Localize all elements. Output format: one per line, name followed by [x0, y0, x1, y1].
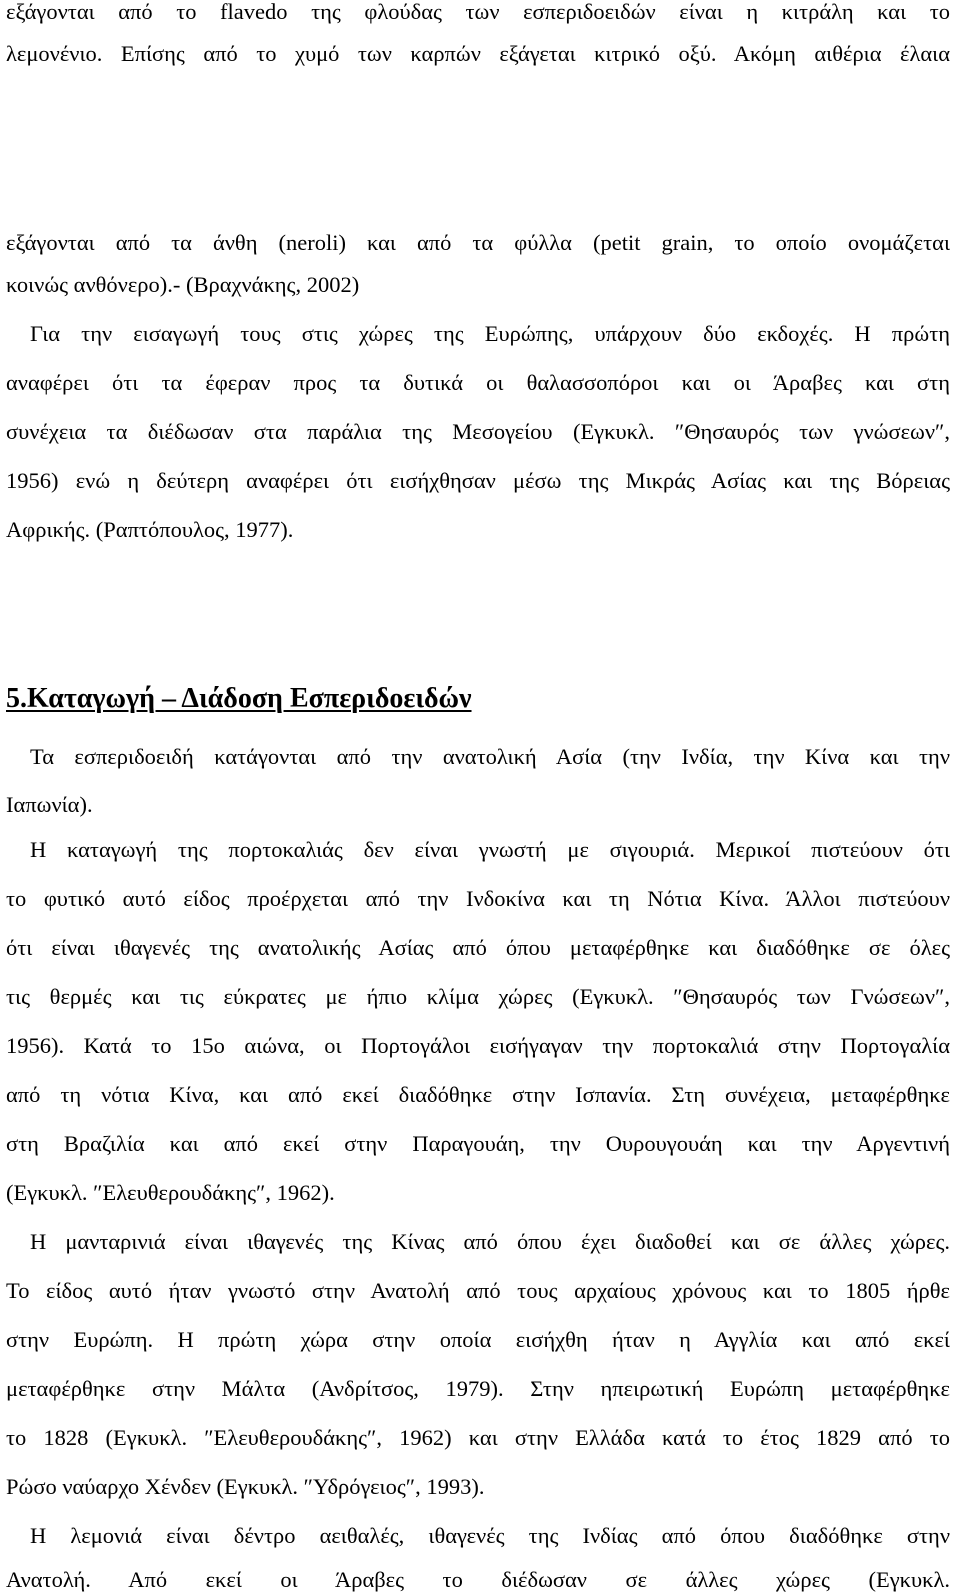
- text-line: αναφέρει ότι τα έφεραν προς τα δυτικά οι θαλασσοπόροι και οι Άραβες και στη: [6, 370, 950, 395]
- section-heading: [6, 682, 472, 716]
- text-line: Ρώσο ναύαρχο Χένδεν (Εγκυκλ. ″Υδρόγειος″, 1993).: [6, 1474, 485, 1499]
- text-line: λεμονένιο. Επίσης από το χυμό των καρπών εξάγεται κιτρικό οξύ. Ακόμη αιθέρια έλαια: [6, 41, 950, 66]
- text-line: Αφρικής. (Ραπτόπουλος, 1977).: [6, 517, 294, 542]
- text-line: Το είδος αυτό ήταν γνωστό στην Ανατολή από τους αρχαίους χρόνους και το 1805 ήρθε: [6, 1278, 950, 1303]
- text-line: από τη νότια Κίνα, και από εκεί διαδόθηκε στην Ισπανία. Στη συνέχεια, μεταφέρθηκε: [6, 1082, 950, 1107]
- text-line: εξάγονται από το flavedo της φλούδας των εσπεριδοειδών είναι η κιτράλη και το: [6, 0, 950, 24]
- text-line: 1956). Κατά το 15ο αιώνα, οι Πορτογάλοι εισήγαγαν την πορτοκαλιά στην Πορτογαλία: [6, 1033, 950, 1058]
- text-line: το φυτικό αυτό είδος προέρχεται από την Ινδοκίνα και τη Νότια Κίνα. Άλλοι πιστεύουν: [6, 886, 950, 911]
- text-line: τις θερμές και τις εύκρατες με ήπιο κλίμα χώρες (Εγκυκλ. ″Θησαυρός των Γνώσεων″,: [6, 984, 950, 1009]
- text-line: στην Ευρώπη. Η πρώτη χώρα στην οποία εισήχθη ήταν η Αγγλία και από εκεί: [6, 1327, 950, 1352]
- text-line: Για την εισαγωγή τους στις χώρες της Ευρώπης, υπάρχουν δύο εκδοχές. Η πρώτη: [30, 321, 950, 346]
- text-line: κοινώς ανθόνερο).- (Βραχνάκης, 2002): [6, 272, 360, 297]
- text-line: συνέχεια τα διέδωσαν στα παράλια της Μεσογείου (Εγκυκλ. ″Θησαυρός των γνώσεων″,: [6, 419, 950, 444]
- text-line: Ανατολή. Από εκεί οι Άραβες το διέδωσαν σε άλλες χώρες (Εγκυκλ.: [6, 1567, 950, 1592]
- text-line: Τα εσπεριδοειδή κατάγονται από την ανατολική Ασία (την Ινδία, την Κίνα και την: [30, 744, 950, 769]
- section-heading-text: 5.Καταγωγή – Διάδοση Εσπεριδοειδών: [6, 683, 472, 714]
- text-line: Η λεμονιά είναι δέντρο αειθαλές, ιθαγενές της Ινδίας από όπου διαδόθηκε στην: [30, 1523, 950, 1548]
- text-line: στη Βραζιλία και από εκεί στην Παραγουάη, την Ουρουγουάη και την Αργεντινή: [6, 1131, 950, 1156]
- text-line: 1956) ενώ η δεύτερη αναφέρει ότι εισήχθησαν μέσω της Μικράς Ασίας και της Βόρειας: [6, 468, 950, 493]
- text-line: ότι είναι ιθαγενές της ανατολικής Ασίας από όπου μεταφέρθηκε και διαδόθηκε σε όλες: [6, 935, 950, 960]
- text-line: Ιαπωνία).: [6, 792, 93, 817]
- text-line: το 1828 (Εγκυκλ. ″Ελευθερουδάκης″, 1962) και στην Ελλάδα κατά το έτος 1829 από το: [6, 1425, 950, 1450]
- text-line: Η μανταρινιά είναι ιθαγενές της Κίνας από όπου έχει διαδοθεί και σε άλλες χώρες.: [30, 1229, 950, 1254]
- text-line: Η καταγωγή της πορτοκαλιάς δεν είναι γνωστή με σιγουριά. Μερικοί πιστεύουν ότι: [30, 837, 950, 862]
- text-line: εξάγονται από τα άνθη (neroli) και από τα φύλλα (petit grain, το οποίο ονομάζεται: [6, 230, 950, 255]
- text-line: (Εγκυκλ. ″Ελευθερουδάκης″, 1962).: [6, 1180, 335, 1205]
- text-line: μεταφέρθηκε στην Μάλτα (Ανδρίτσος, 1979). Στην ηπειρωτική Ευρώπη μεταφέρθηκε: [6, 1376, 950, 1401]
